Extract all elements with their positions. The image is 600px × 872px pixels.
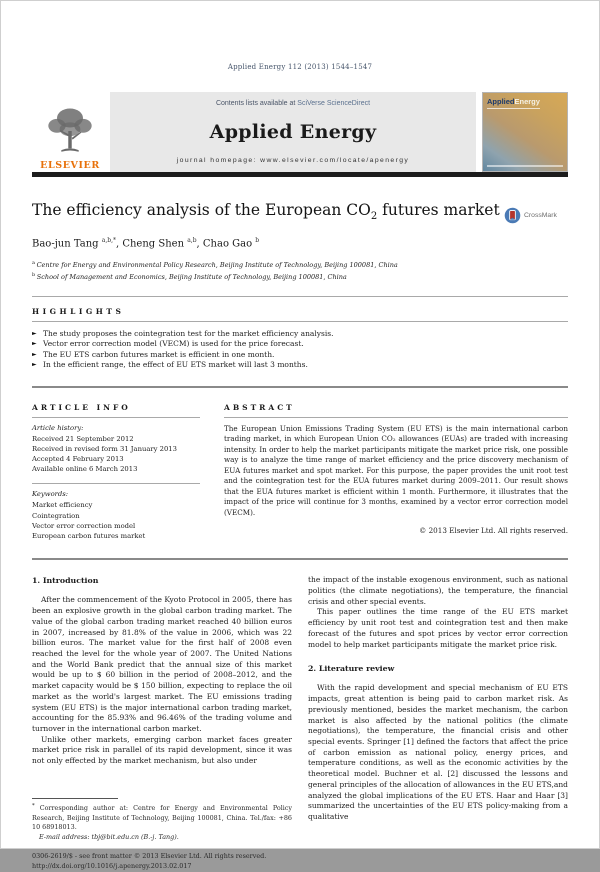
history-item: Received 21 September 2012 xyxy=(32,434,134,443)
page-citation: Applied Energy 112 (2013) 1544–1547 xyxy=(227,63,373,71)
title-part1: The efficiency analysis of the European CO xyxy=(32,201,371,219)
history-item: Received in revised form 31 January 2013 xyxy=(32,444,177,453)
doi-link[interactable]: http://dx.doi.org/10.1016/j.apenergy.2013.02.017 xyxy=(32,862,192,871)
crossmark-label: CrossMark xyxy=(524,212,557,219)
elsevier-tree-icon xyxy=(44,103,96,159)
author-2: , Cheng Shen xyxy=(115,238,188,250)
footnote-rule xyxy=(32,798,118,799)
article-title xyxy=(32,201,504,224)
affiliation-b xyxy=(32,271,568,283)
affiliation-a-sup: a xyxy=(32,260,37,267)
right-paragraph-2: This paper outlines the time range of the EU ETS market efficiency by unit root test and cointegration test and then make forecast of the futures and spot prices by vector error correction model to help market participants mitigate the market price risk. xyxy=(308,607,568,649)
abstract-column xyxy=(224,403,568,542)
intro-paragraph-1: After the commencement of the Kyoto Protocol in 2005, there has been an explosive growth in the global carbon trading market. The value of the global carbon trading market reached 40 billion euros in 2007, increased by 81.8% of the value in 2006, which was 22 billion euros. The market value for the first half of 2008 even reached the level for the whole year of 2007. The United Nations and the World Bank predict that the annual size of this market would be up to $ 60 billion in the period of 2008–2012, and the market capacity would be $ 150 billion, expecting to replace the oil market as the world's largest market. The EU emissions trading system (EU ETS) is the major international carbon trading market, accounting for the 85.93% and 96.46% of the trading volume and turnover in the international carbon market. xyxy=(32,595,292,733)
abstract-heading: ABSTRACT xyxy=(224,402,295,412)
author-line xyxy=(32,237,568,249)
history-item: Accepted 4 February 2013 xyxy=(32,455,124,464)
bullet-arrow-icon: ► xyxy=(32,350,37,358)
cover-title xyxy=(487,98,563,106)
literature-review-heading: 2. Literature review xyxy=(308,664,395,674)
bullet-arrow-icon: ► xyxy=(32,330,37,338)
journal-banner xyxy=(32,92,568,172)
highlight-item xyxy=(32,329,568,339)
right-paragraph-1: the impact of the instable exogenous environment, such as national politics (the climate negotiations), the temperature, the financial crisis and other special events. xyxy=(308,575,568,606)
abstract-copyright: © 2013 Elsevier Ltd. All rights reserved. xyxy=(419,526,568,536)
issn-line: 0306-2619/$ - see front matter © 2013 Elsevier Ltd. All rights reserved. xyxy=(32,852,267,861)
cover-footer-line xyxy=(487,165,563,167)
sciverse-link[interactable]: SciVerse ScienceDirect xyxy=(297,100,371,107)
email-link[interactable]: tbj@bit.edu.cn (B.-j. Tang). xyxy=(89,832,179,841)
keyword-item: Vector error correction model xyxy=(32,521,136,530)
highlight-text: The EU ETS carbon futures market is efficient in one month. xyxy=(43,349,275,359)
info-abstract-section xyxy=(32,403,568,542)
email-line xyxy=(32,833,292,843)
keyword-item: Cointegration xyxy=(32,511,80,520)
affiliations xyxy=(32,259,568,283)
highlight-item xyxy=(32,339,568,349)
introduction-heading: 1. Introduction xyxy=(32,576,99,586)
corresponding-author-note xyxy=(32,803,292,833)
author-3: , Chao Gao xyxy=(196,238,256,250)
highlight-text: The study proposes the cointegration test for the market efficiency analysis. xyxy=(43,329,334,339)
elsevier-wordmark: ELSEVIER xyxy=(40,160,100,171)
highlights-list xyxy=(32,329,568,371)
intro-paragraph-2: Unlike other markets, emerging carbon market faces greater market price risk in parallel of its rapid development, since it was not only effected by the market mechanism, but also under xyxy=(32,734,292,766)
author-3-sup: b xyxy=(255,237,260,244)
journal-cover-thumbnail[interactable] xyxy=(482,92,568,172)
cover-title-applied: Applied xyxy=(487,97,515,106)
history-item: Available online 6 March 2013 xyxy=(32,465,138,474)
footnote-block xyxy=(32,798,292,843)
cover-divider xyxy=(487,108,540,109)
contents-line xyxy=(110,100,476,107)
author-1-sup: a,b,* xyxy=(101,237,116,244)
elsevier-logo xyxy=(32,92,108,172)
article-body xyxy=(32,575,568,872)
bullet-arrow-icon: ► xyxy=(32,361,37,369)
cover-title-energy: Energy xyxy=(514,97,540,106)
highlight-text: Vector error correction model (VECM) is used for the price forecast. xyxy=(43,339,304,349)
right-column xyxy=(308,575,568,872)
article-info-column xyxy=(32,403,200,542)
section-divider xyxy=(32,386,568,388)
author-1: Bao-jun Tang xyxy=(32,238,102,250)
affiliation-b-text: School of Management and Economics, Beijing Institute of Technology, Beijing 100081, China xyxy=(36,273,347,282)
highlights-heading: HIGHLIGHTS xyxy=(32,307,125,317)
crossmark-icon xyxy=(504,207,521,224)
keyword-item: Market efficiency xyxy=(32,501,93,510)
affiliation-a-text: Centre for Energy and Environmental Policy Research, Beijing Institute of Technology, Beijing 100081, China xyxy=(36,261,398,270)
keyword-item: European carbon futures market xyxy=(32,532,146,541)
journal-homepage-link[interactable]: journal homepage: www.elsevier.com/locate/apenergy xyxy=(176,157,410,164)
title-part2: futures market xyxy=(377,201,500,219)
highlight-item xyxy=(32,360,568,370)
divider xyxy=(32,296,568,297)
crossmark-badge[interactable] xyxy=(504,207,568,224)
divider xyxy=(32,321,568,322)
keywords-label: Keywords: xyxy=(32,490,69,499)
contents-prefix: Contents lists available at xyxy=(215,100,298,107)
highlight-text: In the efficient range, the effect of EU ETS market will last 3 months. xyxy=(43,360,308,370)
divider xyxy=(224,417,568,418)
left-column xyxy=(32,575,292,872)
footnote-marker: * xyxy=(32,802,35,809)
history-label: Article history: xyxy=(32,423,84,432)
journal-title: Applied Energy xyxy=(209,121,377,143)
divider xyxy=(32,483,200,484)
affiliation-b-sup: b xyxy=(32,272,37,279)
footnote-text: Corresponding author at: Centre for Energy and Environmental Policy Research, Beijing Institute of Technology, Beijing 100081, China. Tel./fax: +86 10 68918013. xyxy=(32,803,292,832)
title-subscript: 2 xyxy=(370,211,378,223)
article-info-heading: ARTICLE INFO xyxy=(32,402,131,412)
author-2-sup: a,b xyxy=(187,237,197,244)
title-row xyxy=(32,201,568,224)
abstract-text: The European Union Emissions Trading System (EU ETS) is the main international carbon trading market, in which European Union CO₂ allowances (EUAs) are traded with increasing intensity. In order to help the market participants mitigate the market price risk, one possible way is to analyze the time range of market efficiency and the price discovery mechanism of EUA futures market and spot market. For this purpose, the paper provides the unit root test and the cointegration test for the EUA futures market during 2009–2011. Our result shows that the EUA futures market is efficient within 1 month. Furthermore, it illustrates that the impact of the price will continue for 3 months, examined by a vector error correction model (VECM). xyxy=(224,423,568,517)
literature-paragraph-1: With the rapid development and special mechanism of EU ETS impacts, great attention is being paid to carbon market risk. As previously mentioned, besides the market mechanism, the carbon market is also affected by the national politics (the climate negotiations), the temperature, the financial crisis and other special events. Springer [1] defined the factors that affect the price of carbon emission as national policy, energy prices, and temperature conditions, as well as the economic activities by the theoretical model. Buchner et al. [2] discussed the lessons and general principles of the allocation of allowances in the EU ETS,and analyzed the global implications of the EU ETS. Haar and Haar [3] summarized the uncertainties of the EU ETS policy-making from a qualitative xyxy=(308,683,568,821)
section-divider xyxy=(32,558,568,560)
banner-center xyxy=(110,92,476,172)
banner-divider-bar xyxy=(32,172,568,177)
bullet-arrow-icon: ► xyxy=(32,340,37,348)
affiliation-a xyxy=(32,259,568,271)
divider xyxy=(32,417,200,418)
issn-doi-footer xyxy=(32,852,292,872)
highlight-item xyxy=(32,350,568,360)
email-label: E-mail address: xyxy=(39,832,90,841)
